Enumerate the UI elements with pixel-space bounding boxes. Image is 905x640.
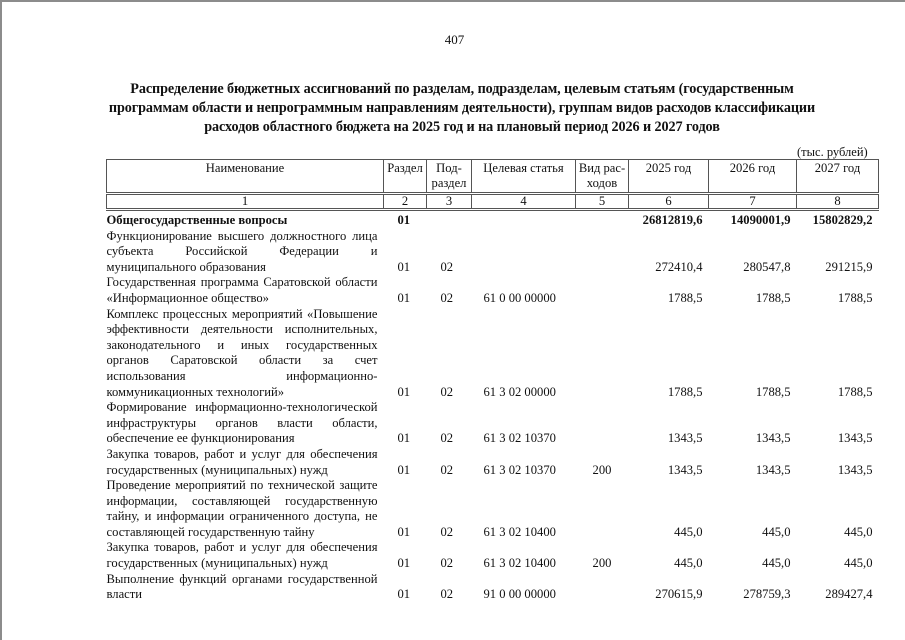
row-subsection: 02 (440, 259, 454, 274)
row-subsection: 02 (440, 587, 454, 602)
row-amount-2025: 1788,5 (667, 384, 703, 399)
row-subsection: 02 (440, 431, 454, 446)
row-name: Закупка товаров, работ и услуг для обеспечения государственных (муниципальных) нужд (106, 540, 378, 571)
row-section: 01 (397, 524, 411, 539)
table-row (107, 275, 879, 306)
table-row (107, 210, 879, 229)
row-kind: 200 (592, 556, 612, 571)
row-amount-2025: 1343,5 (667, 462, 703, 477)
row-name: Общегосударственные вопросы (106, 213, 288, 227)
row-amount-2025: 445,0 (674, 556, 703, 571)
row-target: 91 0 00 00000 (483, 587, 556, 602)
row-name: Проведение мероприятий по технической защите информации, составляющей государственную тайну, и информации ограниченного доступа, не составляющей государственную тайну (106, 478, 378, 539)
row-target: 61 0 00 00000 (483, 290, 556, 305)
header-row (107, 160, 879, 194)
row-amount-2026: 445,0 (762, 524, 791, 539)
row-kind (576, 210, 629, 229)
row-section: 01 (397, 431, 411, 446)
table-row (107, 572, 879, 603)
row-amount-2025: 445,0 (674, 524, 703, 539)
row-subsection: 02 (440, 556, 454, 571)
row-amount-2027: 289427,4 (825, 587, 873, 602)
row-target (472, 229, 576, 276)
row-subsection (427, 210, 472, 229)
row-target: 61 3 02 00000 (483, 384, 556, 399)
table-row (107, 447, 879, 478)
header-target: Целевая статья (472, 160, 576, 194)
row-kind (576, 229, 629, 276)
row-subsection: 02 (440, 462, 454, 477)
row-target: 61 3 02 10400 (483, 556, 556, 571)
row-section: 01 (397, 213, 411, 227)
row-target: 61 3 02 10370 (483, 462, 556, 477)
row-subsection: 02 (440, 290, 454, 305)
row-name: Выполнение функций органами государственной власти (106, 571, 378, 602)
row-kind (576, 400, 629, 447)
row-target (472, 210, 576, 229)
row-section: 01 (397, 290, 411, 305)
row-amount-2026: 280547,8 (743, 259, 791, 274)
row-amount-2027: 445,0 (844, 524, 873, 539)
column-number: 3 (427, 194, 472, 210)
row-subsection: 02 (440, 524, 454, 539)
header-section: Раздел (384, 160, 427, 194)
row-amount-2026: 445,0 (762, 556, 791, 571)
header-2027: 2027 год (797, 160, 879, 194)
row-amount-2025: 1343,5 (667, 431, 703, 446)
row-amount-2025: 1788,5 (667, 290, 703, 305)
row-target: 61 3 02 10400 (483, 524, 556, 539)
row-section: 01 (397, 556, 411, 571)
column-number: 6 (629, 194, 709, 210)
page-number: 407 (444, 32, 465, 47)
row-amount-2026: 1343,5 (755, 431, 791, 446)
column-number: 1 (107, 194, 384, 210)
table-row (107, 478, 879, 540)
row-kind (576, 478, 629, 540)
row-amount-2027: 1788,5 (837, 290, 873, 305)
row-section: 01 (397, 587, 411, 602)
column-number: 5 (576, 194, 629, 210)
row-name: Формирование информационно-технологической инфраструктуры органов власти области, обеспечение ее функционирования (106, 400, 378, 446)
row-amount-2025: 26812819,6 (642, 213, 703, 227)
row-kind (576, 307, 629, 401)
row-amount-2027: 15802829,2 (812, 213, 873, 227)
row-section: 01 (397, 259, 411, 274)
row-amount-2026: 14090001,9 (730, 213, 791, 227)
table-row (107, 400, 879, 447)
row-amount-2025: 272410,4 (655, 259, 703, 274)
header-2025: 2025 год (629, 160, 709, 194)
row-amount-2027: 1343,5 (837, 462, 873, 477)
row-amount-2026: 1343,5 (755, 462, 791, 477)
row-kind (576, 572, 629, 603)
table-row (107, 307, 879, 401)
header-kind: Вид рас-ходов (576, 160, 629, 194)
units-label: (тыс. рублей) (797, 145, 868, 159)
table-row (107, 540, 879, 571)
row-amount-2026: 278759,3 (743, 587, 791, 602)
header-name: Наименование (107, 160, 384, 194)
header-subsection: Под-раздел (427, 160, 472, 194)
row-amount-2027: 291215,9 (825, 259, 873, 274)
column-number: 2 (384, 194, 427, 210)
row-kind: 200 (592, 462, 612, 477)
row-amount-2027: 1343,5 (837, 431, 873, 446)
row-amount-2027: 445,0 (844, 556, 873, 571)
document-title: Распределение бюджетных ассигнований по разделам, подразделам, целевым статьям (государственным программам области и непрограммным направлениям деятельности), группам видов расходов классификации расходов областного бюджета на 2025 год и на плановый период 2026 и 2027 годов (108, 81, 816, 135)
row-subsection: 02 (440, 384, 454, 399)
row-name: Комплекс процессных мероприятий «Повышение эффективности деятельности исполнительных, законодательного и иных государственных органов Саратовской области за счет использования информационно-коммуникационных технологий» (106, 306, 378, 399)
table-row (107, 229, 879, 276)
row-section: 01 (397, 384, 411, 399)
row-amount-2026: 1788,5 (755, 384, 791, 399)
row-target: 61 3 02 10370 (483, 431, 556, 446)
row-section: 01 (397, 462, 411, 477)
row-amount-2025: 270615,9 (655, 587, 703, 602)
header-2026: 2026 год (709, 160, 797, 194)
row-amount-2026: 1788,5 (755, 290, 791, 305)
budget-table (106, 159, 879, 603)
row-name: Функционирование высшего должностного лица субъекта Российской Федерации и муниципального образования (106, 228, 378, 274)
row-name: Государственная программа Саратовской области «Информационное общество» (106, 275, 378, 305)
column-number: 7 (709, 194, 797, 210)
row-amount-2027: 1788,5 (837, 384, 873, 399)
column-number: 8 (797, 194, 879, 210)
column-number: 4 (472, 194, 576, 210)
row-kind (576, 275, 629, 306)
row-name: Закупка товаров, работ и услуг для обеспечения государственных (муниципальных) нужд (106, 446, 378, 477)
column-numbers-row (107, 194, 879, 210)
